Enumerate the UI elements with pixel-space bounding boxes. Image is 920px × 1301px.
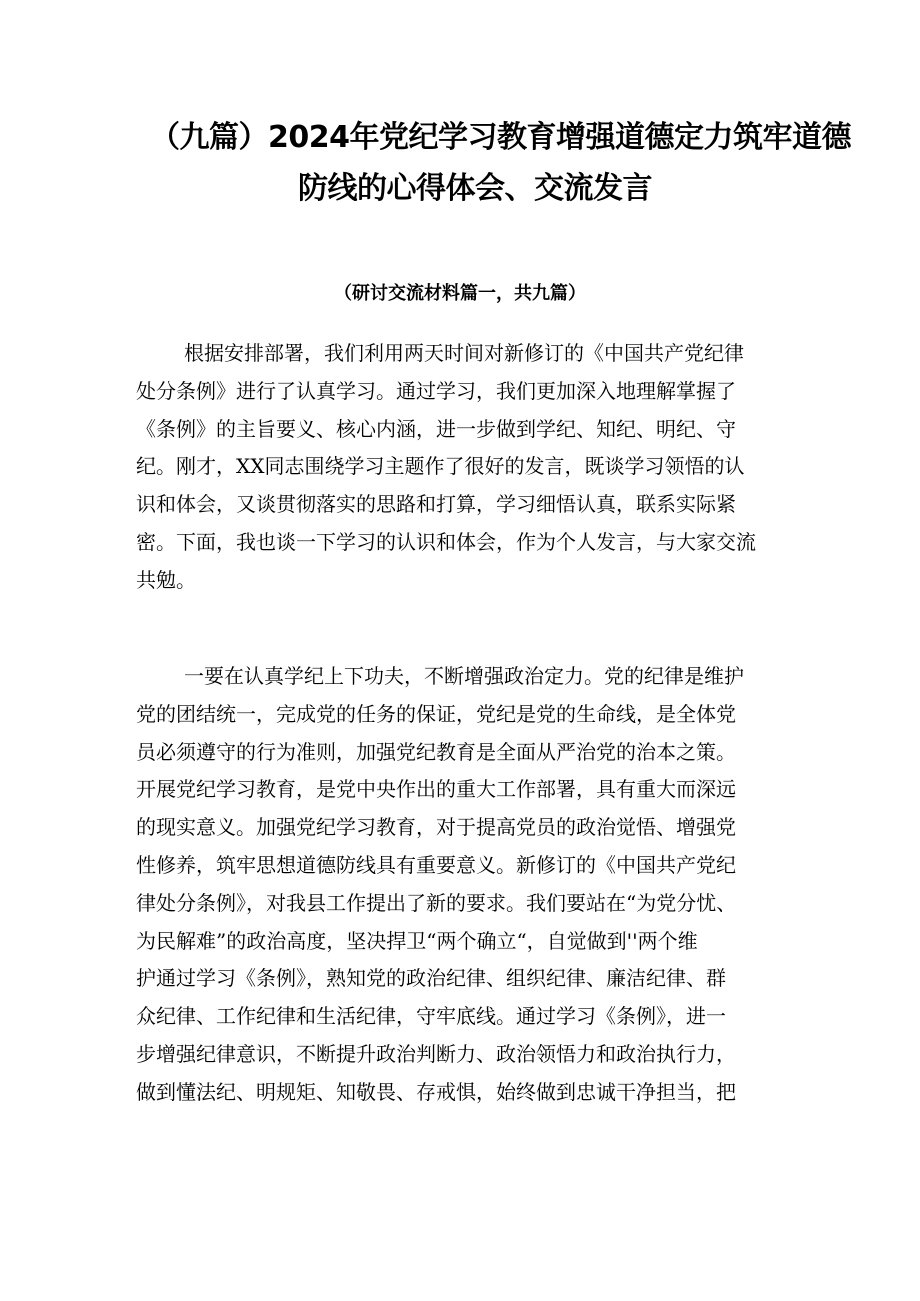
text-line: 做到懂法纪、明规矩、知敬畏、存戒惧，始终做到忠诚干净担当，把: [136, 1079, 736, 1104]
document-title: [120, 112, 851, 214]
text-line: 一要在认真学纪上下功夫，不断增强政治定力。党的纪律是维护: [184, 664, 744, 688]
text-line: 共勉。: [136, 567, 196, 592]
text-line: 员必须遵守的行为准则，加强党纪教育是全面从严治党的治本之策。: [136, 739, 736, 764]
paragraph-2: [136, 658, 792, 1112]
text-line: 护通过学习《条例》，熟知党的政治纪律、组织纪律、廉洁纪律、群: [136, 966, 726, 991]
text-line: 性修养，筑牢思想道德防线具有重要意义。新修订的《中国共产党纪: [136, 852, 736, 877]
title-line-1: （九篇）2024年党纪学习教育增强道德定力筑牢道德: [150, 120, 851, 155]
document-subtitle: （研讨交流材料篇一，共九篇）: [334, 283, 586, 304]
text-line: 众纪律、工作纪律和生活纪律，守牢底线。通过学习《条例》，进一: [136, 1004, 726, 1029]
title-line-2: 防线的心得体会、交流发言: [298, 171, 652, 206]
text-line: 的现实意义。加强党纪学习教育，对于提高党员的政治觉悟、增强党: [136, 815, 736, 840]
text-line: 处分条例》进行了认真学习。通过学习，我们更加深入地理解掌握了: [136, 378, 736, 403]
paragraph-1: [136, 335, 792, 600]
text-line: 纪。刚才，XX同志围绕学习主题作了很好的发言，既谈学习领悟的认: [136, 454, 745, 479]
text-line: 党的团结统一，完成党的任务的保证，党纪是党的生命线，是全体党: [136, 701, 736, 726]
text-line: 开展党纪学习教育，是党中央作出的重大工作部署，具有重大而深远: [136, 777, 736, 802]
text-line: 律处分条例》，对我县工作提出了新的要求。我们要站在“为党分忧、: [136, 890, 737, 915]
text-line: 根据安排部署，我们利用两天时间对新修订的《中国共产党纪律: [184, 341, 744, 365]
text-line: 密。下面，我也谈一下学习的认识和体会，作为个人发言，与大家交流: [136, 529, 756, 554]
text-line: 识和体会，又谈贯彻落实的思路和打算，学习细悟认真，联系实际紧: [136, 492, 736, 517]
text-line: 《条例》的主旨要义、核心内涵，进一步做到学纪、知纪、明纪、守: [136, 416, 736, 441]
text-line: 步增强纪律意识，不断提升政治判断力、政治领悟力和政治执行力，: [136, 1041, 736, 1066]
text-line: 为民解难”的政治高度，坚决捍卫“两个确立“，自觉做到''两个维: [136, 928, 698, 953]
